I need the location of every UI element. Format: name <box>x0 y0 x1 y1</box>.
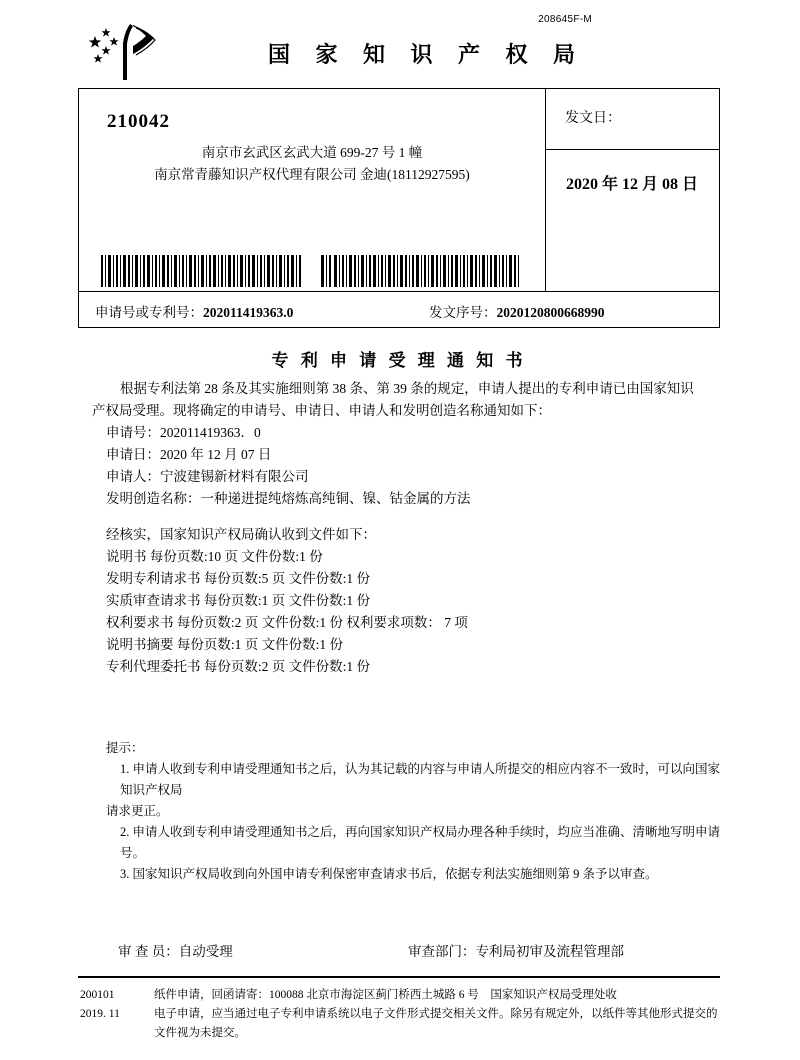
box-horizontal-divider <box>79 291 719 292</box>
body-spacer <box>78 510 720 524</box>
application-number-row <box>95 301 293 321</box>
document-item: 发明专利请求书 每份页数:5 页 文件份数:1 份 <box>106 571 371 586</box>
document-item: 实质审查请求书 每份页数:1 页 文件份数:1 份 <box>106 593 371 608</box>
document-body <box>78 378 720 678</box>
tip-item: 1. 申请人收到专利申请受理通知书之后，认为其记载的内容与申请人所提交的相应内容不一致时，可以向国家知识产权局 <box>120 762 721 797</box>
examiner-value: 自动受理 <box>178 944 233 959</box>
postal-code: 210042 <box>107 111 170 132</box>
issue-date-divider <box>545 149 719 150</box>
document-item: 权利要求书 每份页数:2 页 文件份数:1 份 权利要求项数： 7 项 <box>106 615 468 630</box>
body-application-date: 申请日：2020 年 12 月 07 日 <box>106 447 272 462</box>
notice-document <box>78 8 722 1043</box>
footer-line-2: 电子申请，应当通过电子专利申请系统以电子文件形式提交相关文件。除另有规定外，以纸件等其他形式提交的 <box>154 1008 718 1020</box>
examiner-field <box>118 940 233 960</box>
issue-date-value: 2020 年 12 月 08 日 <box>565 176 698 193</box>
application-number-value: 202011419363.0 <box>203 305 294 320</box>
intro-paragraph: 根据专利法第 28 条及其实施细则第 38 条、第 39 条的规定，申请人提出的专利申请已由国家知识产权局受理。现将确定的申请号、申请日、申请人和发明创造名称通知如下： <box>92 381 694 418</box>
tips-title: 提示： <box>106 741 144 755</box>
document-header <box>78 22 722 84</box>
address-box <box>78 88 720 328</box>
application-number-barcode <box>101 255 301 287</box>
footer-code-1: 200101 <box>80 989 115 1001</box>
tips-section <box>78 738 720 885</box>
address-line-1: 南京市玄武区玄武大道 699-27 号 1 幢 <box>201 145 423 160</box>
cnipa-emblem-icon <box>86 22 174 82</box>
application-number-label: 申请号或专利号： <box>95 305 203 320</box>
serial-number-barcode <box>321 255 521 287</box>
body-application-number: 申请号：202011419363．0 <box>106 425 261 440</box>
department-label: 审查部门： <box>408 944 476 959</box>
footer-line-1: 纸件申请，回函请寄：100088 北京市海淀区蓟门桥西土城路 6 号 国家知识产权局受理处收 <box>154 989 617 1001</box>
department-value: 专利局初审及流程管理部 <box>475 944 624 959</box>
document-title: 专 利 申 请 受 理 通 知 书 <box>271 351 527 370</box>
issue-date-label: 发文日： <box>565 111 621 126</box>
body-invention-title: 发明创造名称：一种递进提纯熔炼高纯铜、镍、钴金属的方法 <box>106 491 471 506</box>
address-line-2: 南京常青藤知识产权代理有限公司 金迪(18112927595) <box>154 167 470 182</box>
footer-line-3: 文件视为未提交。 <box>154 1027 246 1039</box>
body-applicant: 申请人：宁波建锡新材料有限公司 <box>106 469 309 484</box>
footer-code-2: 2019. 11 <box>80 1008 120 1020</box>
serial-number-label: 发文序号： <box>429 305 497 320</box>
document-item: 说明书 每份页数:10 页 文件份数:1 份 <box>106 549 323 564</box>
body-confirm-line: 经核实，国家知识产权局确认收到文件如下： <box>106 527 376 542</box>
footer-divider <box>78 976 720 978</box>
department-field <box>408 940 624 960</box>
form-code: 208645F-M <box>538 14 592 25</box>
examiner-label: 审 查 员： <box>118 944 179 959</box>
document-item: 说明书摘要 每份页数:1 页 文件份数:1 份 <box>106 637 344 652</box>
serial-number-row <box>429 301 605 321</box>
serial-number-value: 2020120800668990 <box>496 305 605 320</box>
tip-item: 3. 国家知识产权局收到向外国申请专利保密审查请求书后，依据专利法实施细则第 9 条予以审查。 <box>120 867 658 881</box>
tip-item: 2. 申请人收到专利申请受理通知书之后，再向国家知识产权局办理各种手续时，均应当准确、清晰地写明申请号。 <box>120 825 721 860</box>
tip-item-continued: 请求更正。 <box>106 804 169 818</box>
document-item: 专利代理委托书 每份页数:2 页 文件份数:1 份 <box>106 659 371 674</box>
organization-title: 国 家 知 识 产 权 局 <box>268 42 586 67</box>
